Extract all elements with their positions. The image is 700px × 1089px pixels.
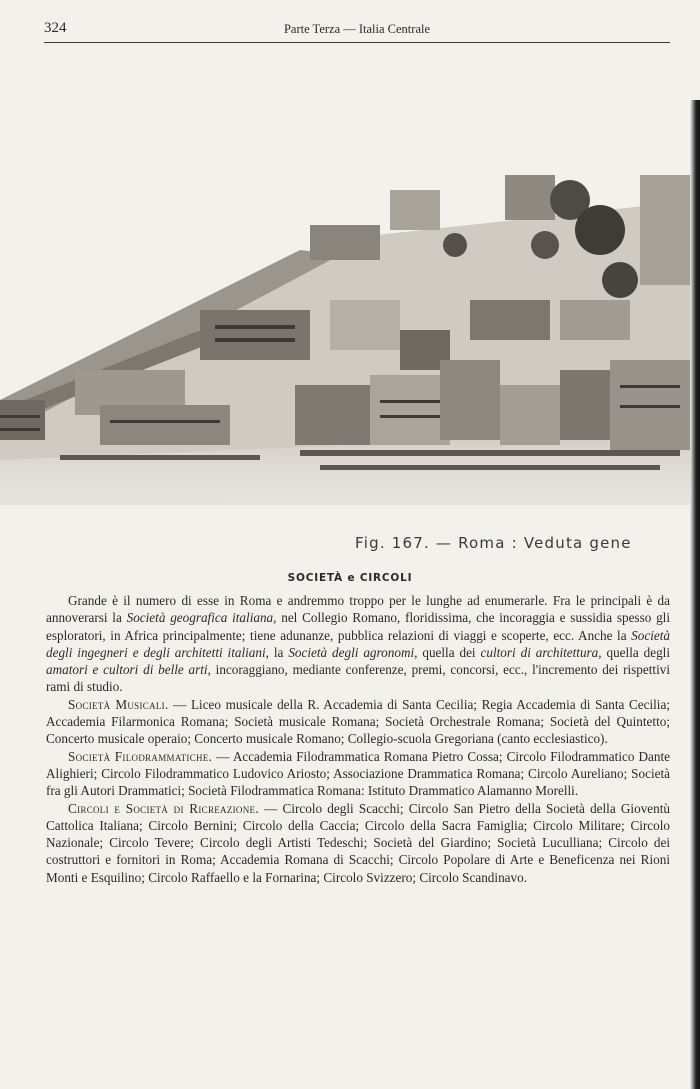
paragraph-heading: Società Musicali. — [68, 696, 169, 712]
text-run: — Liceo musicale della R. Accademia di Santa Cecilia; Regia Accademia di Santa Cecilia; Accademia Filarmonica Romana; Società musicale Romana; Società Orchestrale Romana; Società del Quintetto; Concerto musicale operaio; Concerto musicale Romano; Collegio-scuola Gregoriana (canto ecclesiastico). — [46, 696, 670, 747]
figure-caption: Fig. 167. — Roma : Veduta gene — [355, 534, 632, 552]
paragraph-filodrammatiche — [46, 748, 670, 800]
italic-run: amatori e cultori di belle arti — [46, 662, 208, 678]
section-title: SOCIETÀ e CIRCOLI — [287, 572, 413, 584]
text-run: , la — [265, 644, 289, 660]
paragraph-intro — [46, 592, 670, 696]
aerial-view-illustration — [0, 160, 700, 520]
page-header — [44, 20, 670, 43]
page-edge-shadow — [690, 100, 700, 1089]
text-run: Grande è il numero di esse in Roma e andremmo troppo per le lunghe ad enumerarle. Fra le principali è da annoverarsi la — [46, 593, 670, 626]
text-run: , quella dei — [414, 644, 481, 660]
text-run: , quella degli — [598, 644, 670, 660]
paragraph-heading: Società Filodrammatiche. — [68, 748, 213, 764]
paragraph-circoli — [46, 800, 670, 886]
paragraph-heading: Circoli e Società di Ricreazione. — [68, 800, 259, 816]
italic-run: Società geografica italiana — [126, 610, 274, 626]
italic-run: Società degli agronomi — [288, 644, 415, 660]
page-number: 324 — [44, 20, 67, 36]
text-run: — Circolo degli Scacchi; Circolo San Pietro della Società della Gioventù Cattolica Italiana; Circolo Bernini; Circolo della Caccia; Circolo della Sacra Famiglia; Circolo Militare; Circolo Nazionale; Circolo Tevere; Circolo degli Artisti Tedeschi; Società del Giardino; Società Luculliana; Circolo dei costruttori e fornitori in Roma; Accademia Romana di Scacchi; Circolo Popolare di Arte e Beneficenza nei Rioni Monti e Esquilino; Circolo Raffaello e la Fornarina; Circolo Svizzero; Circolo Scandinavo. — [46, 800, 670, 885]
italic-run: cultori di architettura — [480, 644, 599, 660]
running-title: Parte Terza — Italia Centrale — [283, 22, 431, 36]
text-run: — Accademia Filodrammatica Romana Pietro Cossa; Circolo Filodrammatico Dante Alighieri; Circolo Filodrammatico Ludovico Ariosto; Associazione Drammatica Romana; Circolo Aureliano; Società fra gli Autori Drammatici; Società Filodrammatica Romana: Istituto Drammatico Alamanno Morelli. — [46, 748, 670, 799]
italic-run: Società degli ingegneri e degli architetti italiani — [46, 627, 670, 660]
text-run: , incoraggiano, mediante conferenze, premi, concorsi, ecc., l'incremento dei rispettivi rami di studio. — [46, 662, 670, 695]
paragraph-musicali — [46, 696, 670, 748]
text-run: , nel Collegio Romano, floridissima, che incoraggia e sussidia spesso gli esploratori, in Africa principalmente; tiene adunanze, pubblica relazioni di viaggi e scoperte, ecc. Anche la — [46, 610, 670, 643]
body-text — [46, 592, 670, 886]
